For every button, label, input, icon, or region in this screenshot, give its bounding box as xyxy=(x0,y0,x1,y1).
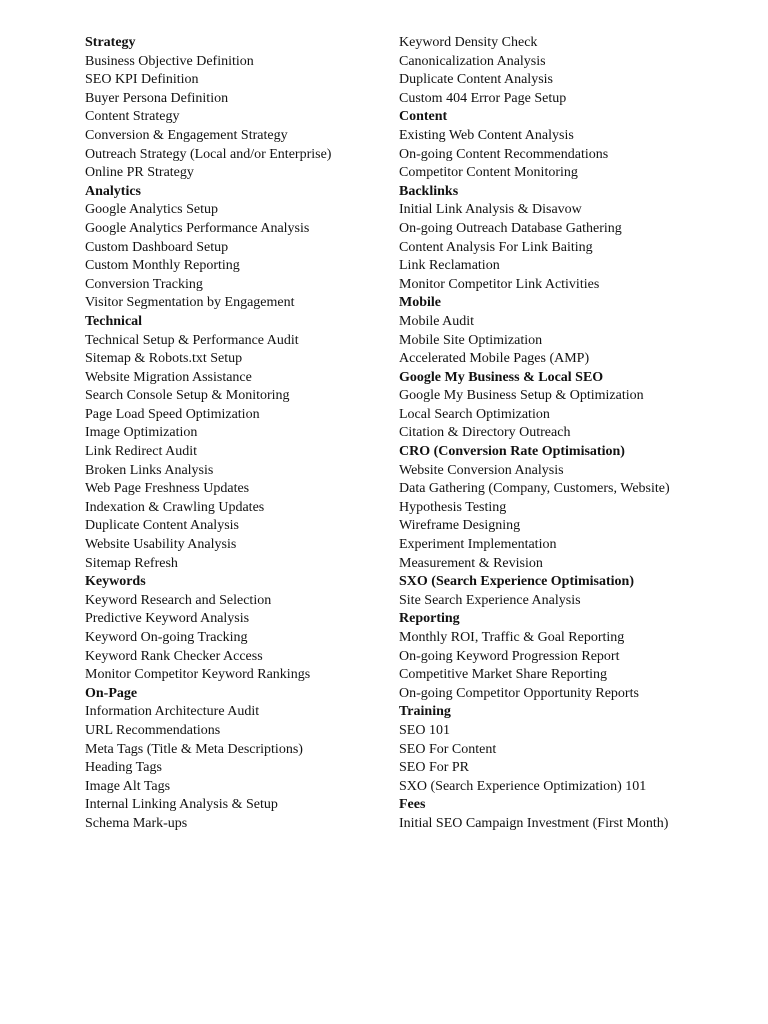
list-item: Internal Linking Analysis & Setup xyxy=(85,797,278,813)
section-heading: Technical xyxy=(85,313,143,329)
list-item: Indexation & Crawling Updates xyxy=(85,499,265,515)
list-item: Local Search Optimization xyxy=(399,406,550,422)
list-item: Image Alt Tags xyxy=(85,778,171,794)
list-item: Mobile Site Optimization xyxy=(399,332,543,348)
list-item: Buyer Persona Definition xyxy=(85,90,229,106)
list-item: Information Architecture Audit xyxy=(85,704,260,720)
list-item: SEO 101 xyxy=(399,722,450,738)
list-item: Initial SEO Campaign Investment (First Month) xyxy=(399,815,669,831)
list-item: Content Analysis For Link Baiting xyxy=(399,239,593,255)
list-item: Google My Business Setup & Optimization xyxy=(399,388,644,404)
list-item: Predictive Keyword Analysis xyxy=(85,611,250,627)
section-heading: Training xyxy=(399,704,451,720)
list-item: Accelerated Mobile Pages (AMP) xyxy=(399,351,590,367)
list-item: Technical Setup & Performance Audit xyxy=(85,332,299,348)
list-item: Heading Tags xyxy=(85,760,162,776)
list-item: Competitor Content Monitoring xyxy=(399,165,578,181)
list-item: On-going Outreach Database Gathering xyxy=(399,220,622,236)
list-item: SEO For PR xyxy=(399,760,470,776)
list-item: Google Analytics Performance Analysis xyxy=(85,220,310,236)
section-heading: Content xyxy=(399,109,448,125)
section-heading: Analytics xyxy=(85,183,141,199)
list-item: Keyword On-going Tracking xyxy=(85,630,248,645)
list-item: Page Load Speed Optimization xyxy=(85,406,260,422)
section-heading: On-Page xyxy=(85,685,138,701)
list-item: Link Redirect Audit xyxy=(85,444,197,460)
list-item: Business Objective Definition xyxy=(85,53,254,69)
section-heading: Fees xyxy=(399,797,426,813)
section-heading: Google My Business & Local SEO xyxy=(399,369,604,385)
section-heading: Backlinks xyxy=(399,183,459,199)
list-item: Existing Web Content Analysis xyxy=(399,127,574,143)
list-item: On-going Keyword Progression Report xyxy=(399,648,620,664)
section-heading: Strategy xyxy=(85,35,136,50)
list-item: Conversion & Engagement Strategy xyxy=(85,127,288,143)
section-heading: Keywords xyxy=(85,574,146,590)
list-item: Visitor Segmentation by Engagement xyxy=(85,295,295,311)
list-item: Website Conversion Analysis xyxy=(399,462,564,478)
list-item: Monitor Competitor Keyword Rankings xyxy=(85,667,311,683)
list-item: SXO (Search Experience Optimization) 101 xyxy=(399,778,647,794)
list-item: Search Console Setup & Monitoring xyxy=(85,388,290,404)
list-item: Canonicalization Analysis xyxy=(399,53,546,69)
list-item: Website Migration Assistance xyxy=(85,369,252,385)
left-column xyxy=(85,34,385,834)
list-item: Keyword Density Check xyxy=(399,35,538,50)
list-item: Wireframe Designing xyxy=(399,518,521,534)
list-item: Citation & Directory Outreach xyxy=(399,425,571,441)
list-item: Measurement & Revision xyxy=(399,555,543,571)
list-item: Experiment Implementation xyxy=(399,537,557,553)
section-heading: Reporting xyxy=(399,611,460,627)
right-column xyxy=(399,34,764,834)
list-item: Custom Dashboard Setup xyxy=(85,239,229,255)
section-heading: SXO (Search Experience Optimisation) xyxy=(399,574,635,590)
list-item: Link Reclamation xyxy=(399,258,500,274)
list-item: Online PR Strategy xyxy=(85,165,194,181)
list-item: Data Gathering (Company, Customers, Website) xyxy=(399,481,670,497)
list-item: Conversion Tracking xyxy=(85,276,203,292)
list-item: Schema Mark-ups xyxy=(85,815,188,831)
list-item: Image Optimization xyxy=(85,425,198,441)
section-heading: Mobile xyxy=(399,295,441,311)
section-heading: CRO (Conversion Rate Optimisation) xyxy=(399,444,625,460)
list-item: On-going Content Recommendations xyxy=(399,146,609,162)
list-item: Sitemap Refresh xyxy=(85,555,178,571)
list-item: Monitor Competitor Link Activities xyxy=(399,276,600,292)
list-item: Mobile Audit xyxy=(399,313,475,329)
list-item: Keyword Rank Checker Access xyxy=(85,648,263,664)
list-item: Site Search Experience Analysis xyxy=(399,592,581,608)
list-item: Duplicate Content Analysis xyxy=(399,72,553,88)
list-item: URL Recommendations xyxy=(85,722,221,738)
list-item: Hypothesis Testing xyxy=(399,499,507,515)
list-item: Content Strategy xyxy=(85,109,180,125)
list-item: Keyword Research and Selection xyxy=(85,592,272,608)
list-item: Broken Links Analysis xyxy=(85,462,214,478)
list-item: SEO For Content xyxy=(399,741,497,757)
list-item: Google Analytics Setup xyxy=(85,202,218,218)
list-item: Custom 404 Error Page Setup xyxy=(399,90,567,106)
list-item: SEO KPI Definition xyxy=(85,72,199,88)
list-item: Web Page Freshness Updates xyxy=(85,481,250,497)
list-item: Meta Tags (Title & Meta Descriptions) xyxy=(85,741,303,757)
list-item: On-going Competitor Opportunity Reports xyxy=(399,685,639,701)
list-item: Duplicate Content Analysis xyxy=(85,518,239,534)
list-item: Website Usability Analysis xyxy=(85,537,237,553)
list-item: Custom Monthly Reporting xyxy=(85,258,240,274)
list-item: Sitemap & Robots.txt Setup xyxy=(85,351,243,367)
list-item: Monthly ROI, Traffic & Goal Reporting xyxy=(399,630,625,645)
list-item: Initial Link Analysis & Disavow xyxy=(399,202,582,218)
list-item: Outreach Strategy (Local and/or Enterprise) xyxy=(85,146,332,162)
list-item: Competitive Market Share Reporting xyxy=(399,667,608,683)
